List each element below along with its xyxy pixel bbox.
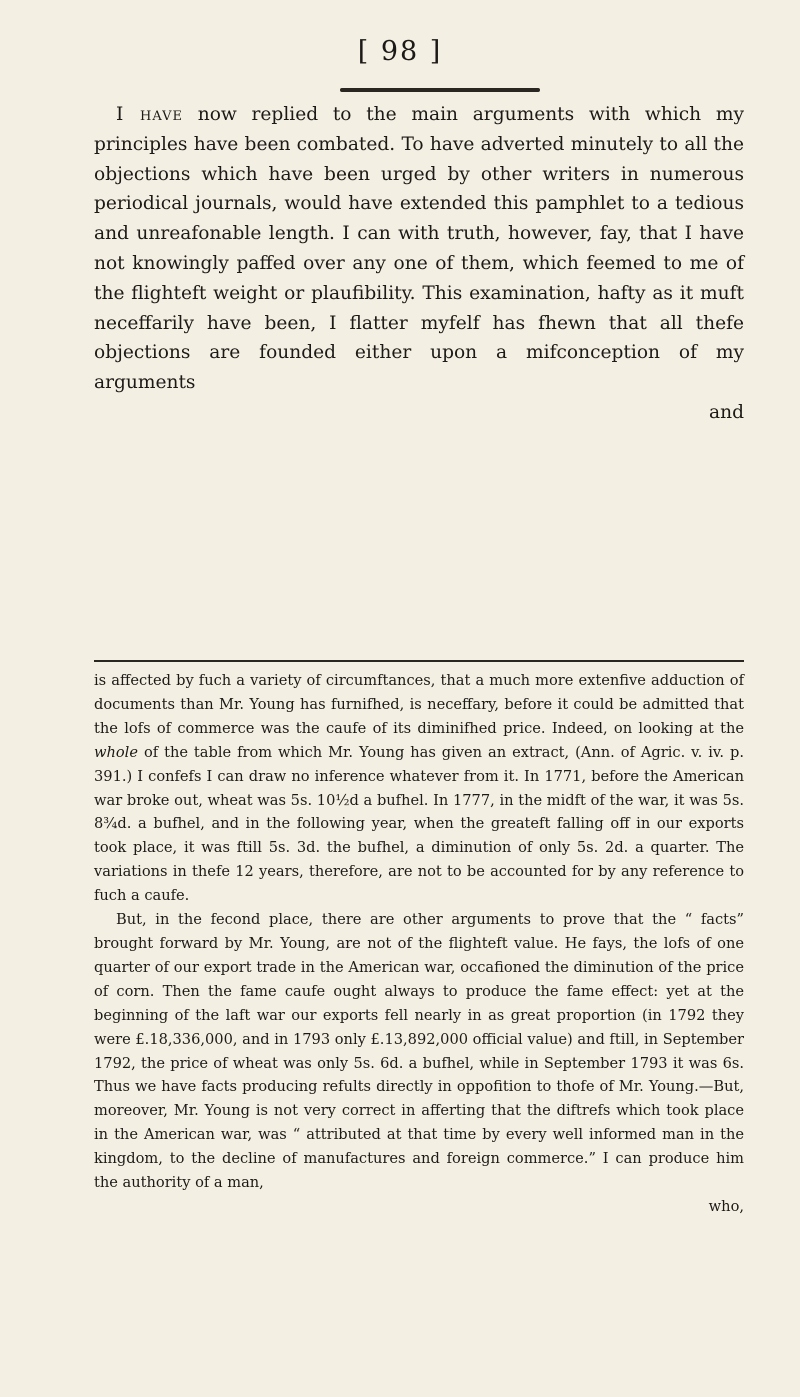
main-body: now replied to the main arguments with which my principles have been combated. To have adverted minutely to all the objections which have been urged by other writers in numerous periodical journals, would have extended this pamphlet to a tedious and unreafonable length. I can with truth, however, fay, that I have not knowingly paffed over any one of them, which feemed to me of the flighteft weight or plaufibility. This examination, hafty as it muft neceffarily have been, I flatter myfelf has fhewn that all thefe objections are founded either upon a mifconception of my arguments xyxy=(94,104,744,394)
footnote-paragraph-1 xyxy=(94,669,744,908)
footnote-paragraph-2: But, in the fecond place, there are other arguments to prove that the “ facts” brought forward by Mr. Young, are not of the flighteft value. He fays, the lofs of one quarter of our export trade in the American war, occafioned the diminution of the price of corn. Then the fame caufe ought always to produce the fame effect: yet at the beginning of the laft war our exports fell nearly in as great proportion (in 1792 they were £.18,336,000, and in 1793 only £.13,892,000 official value) and ftill, in September 1792, the price of wheat was only 5s. 6d. a bufhel, while in September 1793 it was 6s. Thus we have facts producing refults directly in oppofition to thofe of Mr. Young.—But, moreover, Mr. Young is not very correct in afferting that the diftrefs which took place in the American war, was “ attributed at that time by every well informed man in the kingdom, to the decline of manufactures and foreign commerce.” I can produce him the authority of a man, xyxy=(94,911,744,1192)
main-catchword: and xyxy=(709,401,744,423)
footnote-catchword: who, xyxy=(708,1197,744,1215)
footnote-rule xyxy=(94,660,744,662)
main-text xyxy=(94,100,744,428)
note-p1-start: is affected by fuch a variety of circumftances, that a much more extenfive adduction of documents than Mr. Young has furnifhed, is neceffary, before it could be admitted that the lofs of commerce was the caufe of its diminifhed price. Indeed, on looking at the xyxy=(94,672,744,737)
footnote-text xyxy=(94,669,744,1219)
page-number: [ 98 ] xyxy=(357,36,443,67)
note-p1-end: of the table from which Mr. Young has given an extract, (Ann. of Agric. v. iv. p. 391.) I confefs I can draw no inference whatever from it. In 1771, before the American war broke out, wheat was 5s. 10½d a bufhel. In 1777, in the midft of the war, it was 5s. 8¾d. a bufhel, and in the following year, when the greateft falling off in our exports took place, it was ftill 5s. 3d. the bufhel, a diminution of only 5s. 2d. a quarter. The variations in thefe 12 years, therefore, are not to be accounted for by any reference to fuch a caufe. xyxy=(94,743,745,905)
header-rule xyxy=(340,88,540,92)
lead-word: I have xyxy=(116,104,184,125)
note-p1-italic: whole xyxy=(94,743,138,761)
main-paragraph xyxy=(94,100,744,398)
